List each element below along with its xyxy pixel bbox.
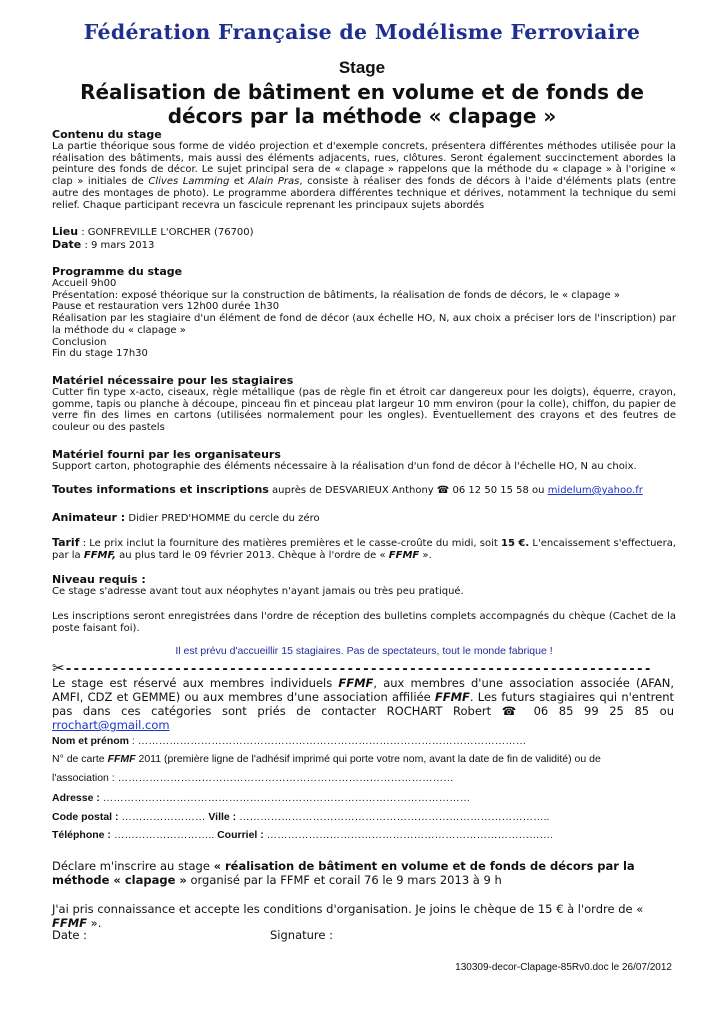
programme-line: Présentation: exposé théorique sur la construction de bâtiments, la réalisation de fonds de décors, le « clapage » bbox=[52, 289, 620, 301]
form-carte: N° de carte FFMF 2011 (première ligne de l'adhésif imprimé qui porte votre nom, avant la date de fin de validité) ou de bbox=[52, 753, 601, 765]
materiel-stagiaires-title: Matériel nécessaire pour les stagiaires bbox=[52, 374, 294, 387]
niveau-text: Ce stage s'adresse avant tout aux néophytes n'ayant jamais ou très peu pratiqué. bbox=[52, 586, 464, 597]
tarif-text: Tarif : Le prix inclut la fourniture des matières premières et le casse-croûte du midi, soit 15 €. L'encaissement s'effectuera, par la FFMF, au plus tard le 09 février 2013. Chèque à l'ordre de « FFMF ». bbox=[52, 536, 676, 561]
acceptation-text: J'ai pris connaissance et accepte les conditions d'organisation. Je joins le chèque de 15 € à l'ordre de « FFMF ». bbox=[52, 902, 644, 930]
form-cp-ville: Code postal : …………………… Ville : …………………………………………………………………………….. bbox=[52, 811, 550, 823]
form-nom: Nom et prénom : ………………………………………………………………………………………………… bbox=[52, 735, 527, 747]
form-tel-courriel: Téléphone : ……………………….. Courriel : ………………………………………………………………………. bbox=[52, 829, 554, 841]
materiel-stagiaires-text: Cutter fin type x-acto, ciseaux, règle métallique (pas de règle fin et étroit car dangereux pour les doigts), équerre, crayon, gomme, tapis ou planche à découpe, pinceau fin et pinceau plat largeur 10 mm environ (pour la colle), chiffon, du papier de verre fin des limes en cartons (utilisées normalement pour les ongles). Éventuellement des crayons et des feutres de couleur ou des pastels bbox=[52, 387, 676, 434]
federation-header: Fédération Française de Modélisme Ferroviaire bbox=[83, 20, 641, 44]
programme-line: Conclusion bbox=[52, 336, 107, 348]
email-link-rrochart[interactable]: rrochart@gmail.com bbox=[52, 718, 170, 732]
section-niveau bbox=[52, 573, 676, 598]
main-title: Réalisation de bâtiment en volume et de fonds de décors par la méthode « clapage » bbox=[80, 80, 644, 128]
association-field[interactable]: …………………………………………………………………………………… bbox=[117, 772, 454, 784]
niveau-title: Niveau requis : bbox=[52, 573, 146, 586]
stage-label: Stage bbox=[338, 58, 386, 77]
section-lieu-date bbox=[52, 226, 676, 251]
code-postal-field[interactable]: …………………… bbox=[118, 811, 209, 823]
inscriptions-text: Les inscriptions seront enregistrées dans l'ordre de réception des bulletins complets accompagnés du chèque (Cachet de la poste faisant foi). bbox=[52, 611, 676, 634]
declaration-text: Déclare m'inscrire au stage « réalisation de bâtiment en volume et de fonds de décors par la méthode « clapage » organisé par la FFMF et corail 76 le 9 mars 2013 à 9 h bbox=[52, 859, 635, 887]
nom-field[interactable]: : ………………………………………………………………………………………………… bbox=[129, 735, 527, 747]
animateur-line: Animateur : Didier PRED'HOMME du cercle du zéro bbox=[52, 511, 320, 524]
signature-label: Signature : bbox=[270, 928, 334, 942]
ville-field[interactable]: …………………………………………………………………………….. bbox=[236, 811, 550, 823]
programme-line: Réalisation par les stagiaire d'un élément de fond de décor (aux échelle HO, N, aux choix a préciser lors de l'inscription) par la méthode du « clapage » bbox=[52, 313, 676, 336]
materiel-fourni-text: Support carton, photographie des éléments nécessaire à la réalisation d'un fond de décor à l'échelle HO, N au choix. bbox=[52, 461, 637, 472]
courriel-field[interactable]: ………………………………………………………………………. bbox=[263, 829, 554, 841]
contenu-title: Contenu du stage bbox=[52, 128, 162, 141]
programme-line: Accueil 9h00 bbox=[52, 278, 117, 289]
section-animateur bbox=[52, 512, 676, 525]
scissors-icon: ✂ bbox=[52, 659, 65, 677]
telephone-field[interactable]: ……………………….. bbox=[110, 829, 218, 841]
section-tarif bbox=[52, 537, 676, 561]
cut-line: ✂--------------------------------------------------------------------------- bbox=[52, 659, 652, 677]
form-adresse: Adresse : …………………………………………………………………………………………… bbox=[52, 792, 471, 804]
name-clives: Clives Lamming bbox=[148, 176, 230, 188]
date-signature-label: Date : bbox=[52, 928, 88, 942]
reserve-text: Le stage est réservé aux membres individuels FFMF, aux membres d'une association associée (AFAN, AMFI, CDZ et GEMME) ou aux membres d'une association affiliée FFMF. Les futurs stagiaires qui n'entrent pas dans ces catégories sont priés de contacter ROCHART Robert ☎ 06 85 99 25 85 ou rrochart@gmail.com bbox=[52, 676, 674, 732]
contenu-text: La partie théorique sous forme de vidéo projection et d'exemple concrets, présentera différentes méthodes utilisée pour la réalisation des bâtiments, mais aussi des éléments adjacents, rues, clôtures. Seront également succinctement abordes la peinture des fonds de décor. Le sujet principal sera de « clapage » rappelons que la méthode du « clapage » à l'origine « clap » initiales de Clives Lamming et Alain Pras, consiste à réaliser des fonds de décors à l'aide d'éléments plats (entre autre des montages de photo). Le programme abordera différentes technique et dérives, notamment la technique du semi relief. Chaque participant recevra un fascicule reprenant les principaux sujets abordés bbox=[52, 141, 676, 211]
adresse-field[interactable]: …………………………………………………………………………………………… bbox=[99, 792, 471, 804]
section-infos bbox=[52, 484, 676, 497]
lieu-line: Lieu : GONFREVILLE L'ORCHER (76700) bbox=[52, 225, 254, 238]
date-line: Date : 9 mars 2013 bbox=[52, 237, 155, 251]
section-materiel-fourni bbox=[52, 448, 676, 473]
email-link-midelum[interactable]: midelum@yahoo.fr bbox=[547, 485, 643, 496]
notice-stagiaires: Il est prévu d'accueillir 15 stagiaires. Pas de spectateurs, tout le monde fabrique ! bbox=[175, 645, 553, 657]
programme-line: Fin du stage 17h30 bbox=[52, 348, 148, 360]
section-inscriptions bbox=[52, 611, 676, 634]
section-materiel-stagiaires bbox=[52, 374, 676, 434]
infos-line: Toutes informations et inscriptions auprès de DESVARIEUX Anthony ☎ 06 12 50 15 58 ou midelum@yahoo.fr bbox=[52, 483, 643, 496]
section-programme bbox=[52, 265, 676, 360]
materiel-fourni-title: Matériel fourni par les organisateurs bbox=[52, 448, 281, 461]
programme-line: Pause et restauration vers 12h00 durée 1h30 bbox=[52, 301, 280, 313]
name-alain: Alain Pras bbox=[248, 176, 300, 188]
footer-filename: 130309-decor-Clapage-85Rv0.doc le 26/07/2012 bbox=[455, 962, 672, 973]
section-contenu bbox=[52, 128, 676, 211]
form-association: l'association : …………………………………………………………………………………… bbox=[52, 772, 454, 784]
programme-title: Programme du stage bbox=[52, 265, 183, 278]
